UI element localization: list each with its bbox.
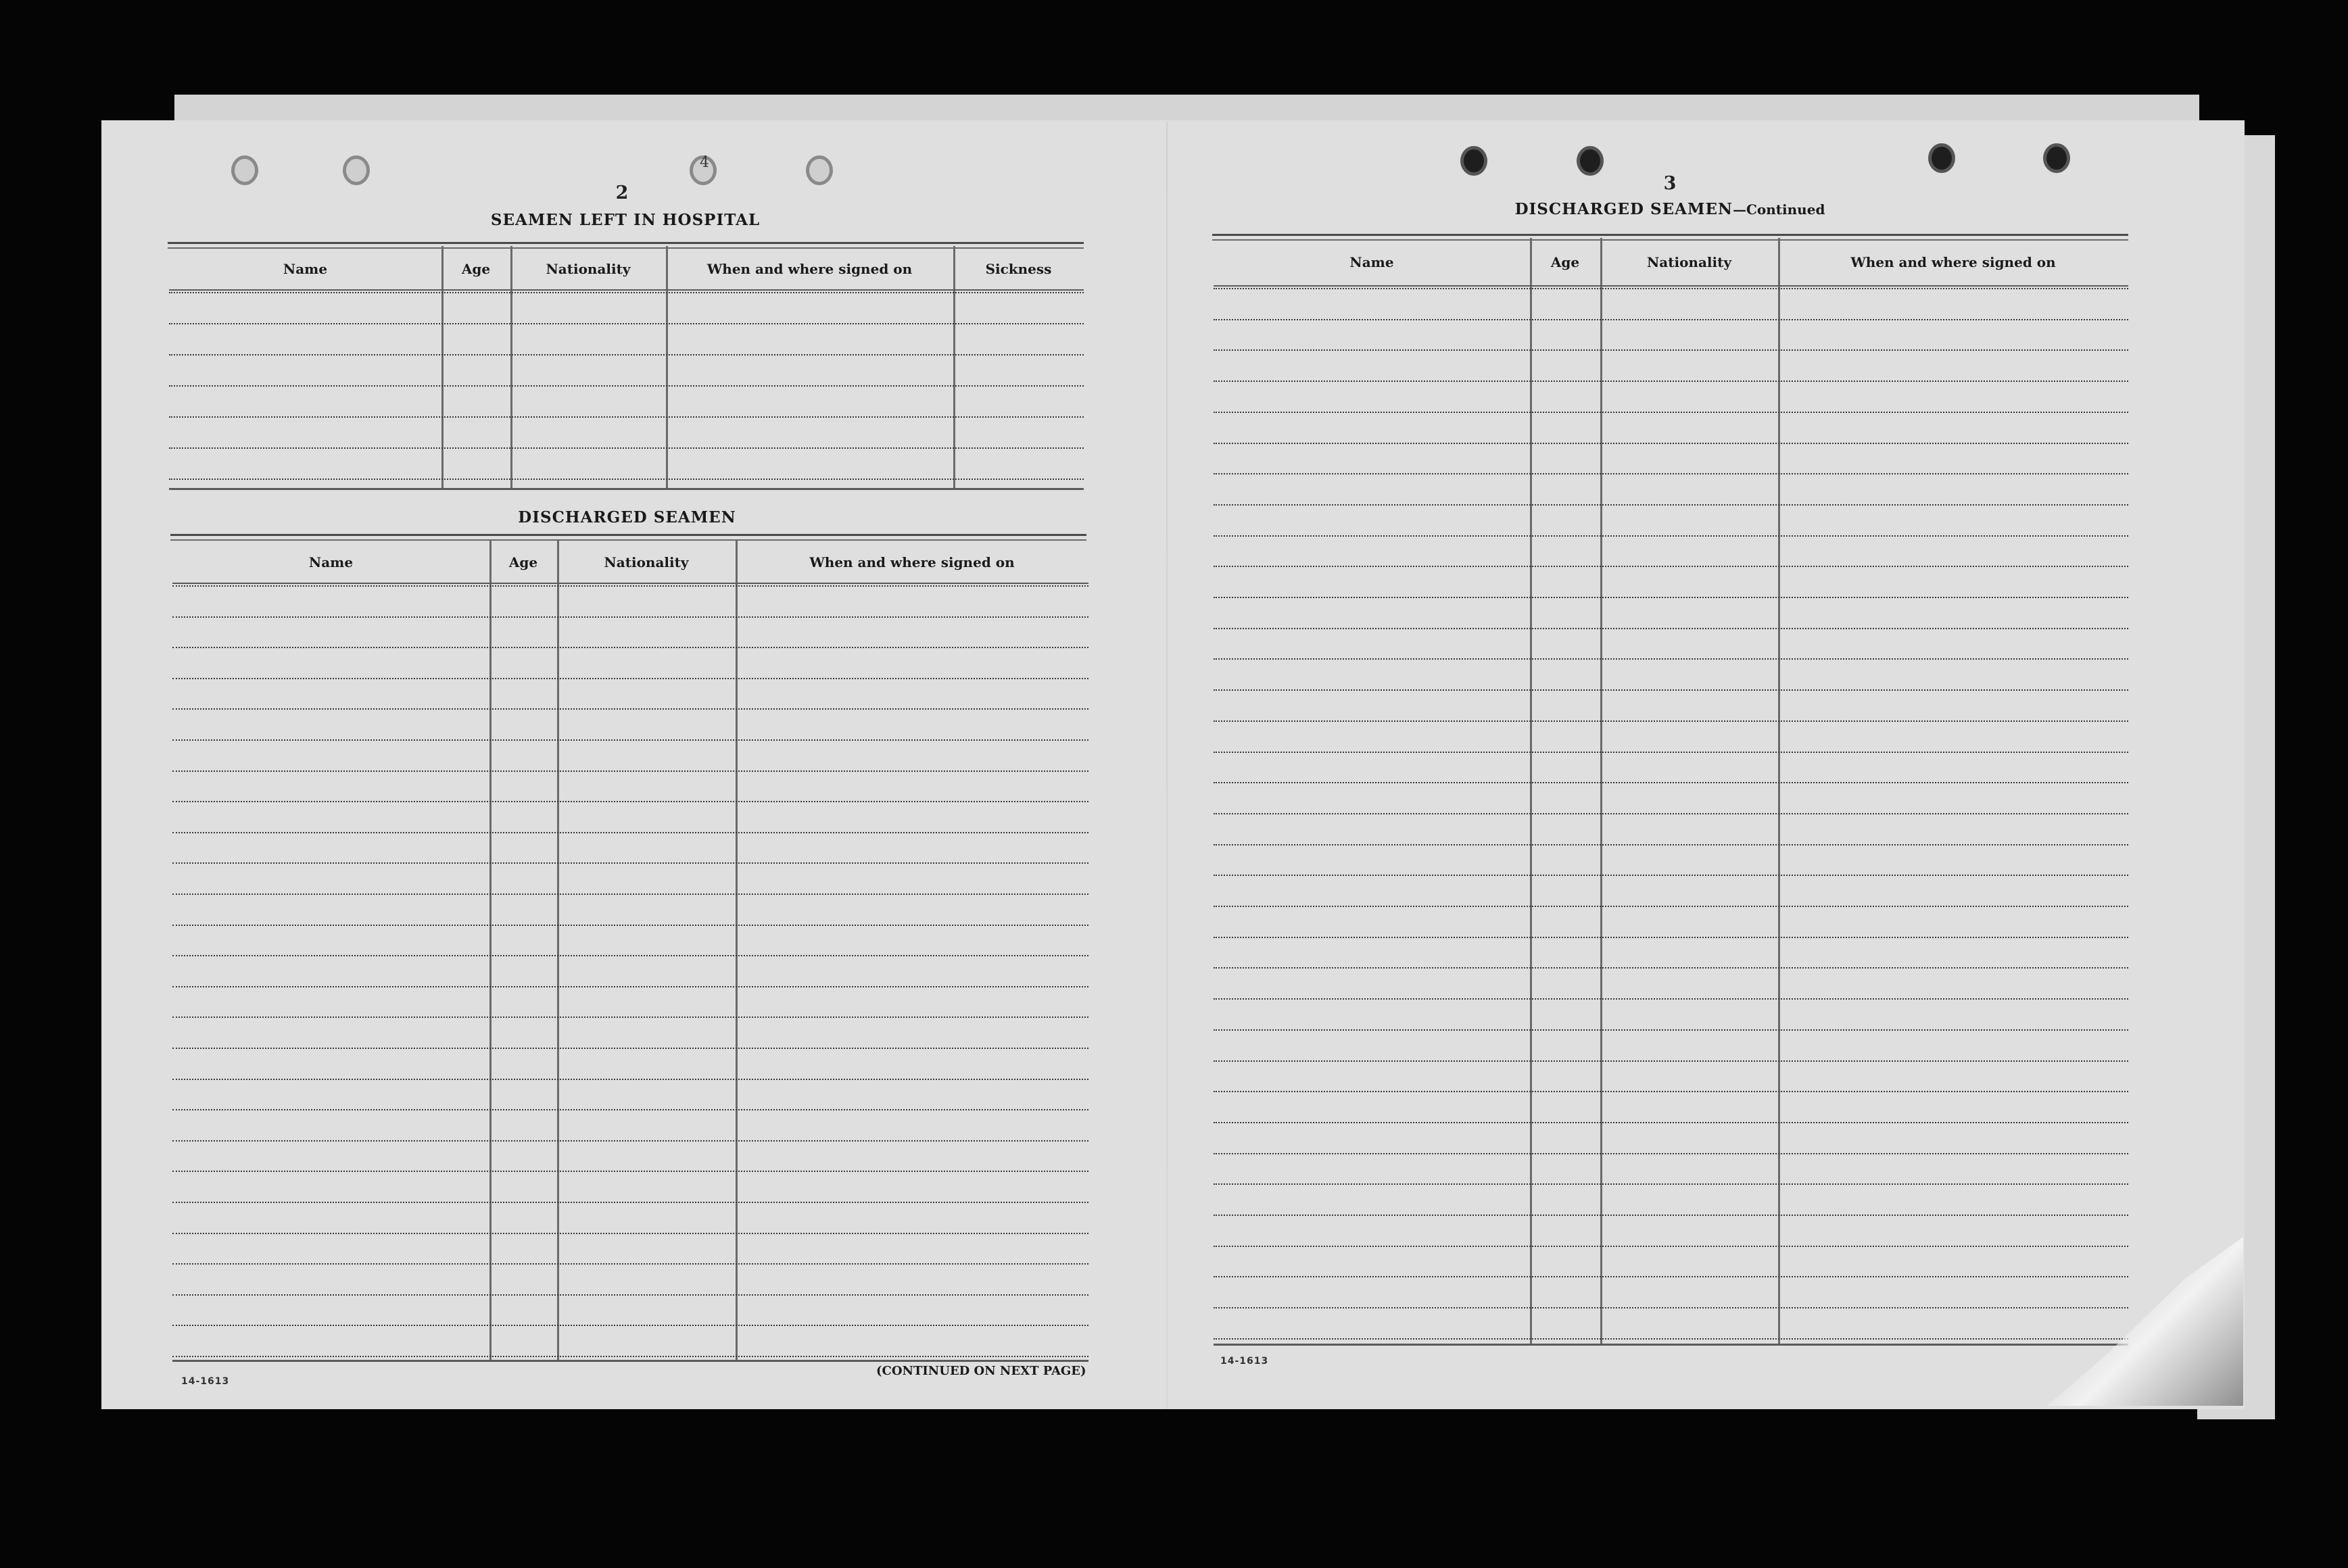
table-row: [1214, 689, 2128, 691]
column-divider: [510, 246, 512, 488]
discharged-section-title: DISCHARGED SEAMEN: [518, 508, 736, 526]
table-row: [1214, 906, 2128, 907]
table-row: [1214, 288, 2128, 289]
table-row: [1214, 319, 2128, 320]
binder-hole: [231, 155, 258, 185]
page-fold: [1166, 122, 1168, 1409]
column-divider: [1530, 238, 1532, 1344]
table-row: [172, 801, 1088, 802]
table-row: [1214, 844, 2128, 846]
column-divider: [557, 541, 559, 1360]
table-row: [1214, 1091, 2128, 1092]
table-row: [172, 1016, 1088, 1018]
column-divider: [736, 541, 738, 1360]
table-row: [1214, 504, 2128, 506]
table-row: [172, 986, 1088, 987]
table-row: [1214, 535, 2128, 537]
table-row: [1214, 473, 2128, 474]
table-row: [1214, 1060, 2128, 1062]
hospital-section-title: SEAMEN LEFT IN HOSPITAL: [490, 211, 761, 229]
table-row: [1214, 566, 2128, 567]
column-header-age: Age: [461, 261, 491, 277]
column-divider: [666, 246, 668, 488]
table-bottom-rule: [172, 1360, 1088, 1362]
binder-hole: [1577, 146, 1604, 176]
column-divider: [1600, 238, 1602, 1344]
right-form-number: 14-1613: [1220, 1356, 1269, 1367]
table-row: [1214, 1307, 2128, 1308]
table-row: [172, 1079, 1088, 1080]
table-row: [172, 1233, 1088, 1234]
column-header-when-and-where-signed-on: When and where signed on: [706, 261, 913, 277]
margin-mark: 4: [700, 154, 709, 171]
column-divider: [1778, 238, 1780, 1344]
header-rule: [169, 289, 1084, 291]
table-row: [172, 1263, 1088, 1265]
table-row: [1214, 1215, 2128, 1216]
table-row: [1214, 597, 2128, 598]
table-row: [169, 323, 1084, 324]
table-row: [1214, 1338, 2128, 1340]
table-row: [1214, 1122, 2128, 1123]
table-row: [172, 832, 1088, 833]
column-divider: [953, 246, 955, 488]
column-header-age: Age: [508, 554, 538, 570]
column-header-sickness: Sickness: [985, 261, 1052, 277]
table-row: [172, 770, 1088, 772]
table-row: [172, 1048, 1088, 1049]
table-row: [1214, 720, 2128, 722]
left-page-number: 2: [615, 182, 629, 203]
column-header-name: Name: [283, 261, 328, 277]
table-bottom-rule: [1214, 1344, 2128, 1346]
left-form-number: 14-1613: [181, 1376, 230, 1387]
table-row: [1214, 998, 2128, 1000]
table-row: [172, 925, 1088, 926]
table-row: [1214, 628, 2128, 629]
right-page-number: 3: [1663, 173, 1677, 194]
column-header-nationality: Nationality: [1647, 254, 1731, 270]
right-section-title-main: DISCHARGED SEAMEN: [1514, 200, 1733, 218]
table-row: [169, 385, 1084, 387]
table-row: [1214, 1153, 2128, 1154]
table-row: [169, 479, 1084, 480]
header-rule: [1214, 285, 2128, 287]
table-row: [172, 647, 1088, 648]
table-row: [169, 292, 1084, 293]
table-row: [172, 1109, 1088, 1110]
header-rule: [172, 583, 1088, 584]
column-divider: [489, 541, 492, 1360]
binder-hole: [343, 155, 370, 185]
table-row: [1214, 782, 2128, 783]
table-row: [172, 708, 1088, 710]
column-header-nationality: Nationality: [604, 554, 689, 570]
table-row: [1214, 443, 2128, 444]
table-row: [1214, 1276, 2128, 1277]
right-section-title-suffix: —Continued: [1733, 201, 1825, 218]
table-row: [1214, 1183, 2128, 1185]
table-row: [172, 739, 1088, 741]
column-header-name: Name: [308, 554, 354, 570]
table-row: [172, 1171, 1088, 1172]
table-row: [169, 447, 1084, 449]
table-row: [172, 678, 1088, 679]
continued-note: (CONTINUED ON NEXT PAGE): [876, 1364, 1086, 1378]
table-row: [172, 862, 1088, 864]
binder-hole: [1460, 146, 1487, 176]
hospital-top-rule: [168, 242, 1084, 249]
table-row: [1214, 381, 2128, 382]
table-row: [169, 416, 1084, 418]
table-row: [1214, 1246, 2128, 1247]
table-row: [1214, 349, 2128, 351]
discharged-top-rule: [170, 534, 1086, 541]
table-row: [1214, 412, 2128, 413]
table-row: [172, 893, 1088, 895]
table-row: [172, 585, 1088, 587]
column-header-age: Age: [1550, 254, 1580, 270]
right-section-title: [1214, 200, 2126, 218]
table-row: [1214, 875, 2128, 876]
table-row: [1214, 658, 2128, 660]
table-row: [172, 1202, 1088, 1203]
binder-hole: [806, 155, 833, 185]
table-row: [1214, 967, 2128, 969]
table-bottom-rule: [169, 488, 1084, 490]
column-header-nationality: Nationality: [546, 261, 631, 277]
table-row: [172, 1325, 1088, 1326]
column-header-name: Name: [1349, 254, 1394, 270]
binder-hole: [1928, 143, 1955, 173]
table-row: [1214, 1029, 2128, 1031]
table-row: [172, 1294, 1088, 1296]
table-row: [169, 354, 1084, 356]
table-row: [172, 955, 1088, 956]
table-row: [1214, 937, 2128, 938]
right-top-rule: [1212, 234, 2128, 241]
table-row: [172, 1356, 1088, 1357]
column-header-when-and-where-signed-on: When and where signed on: [1850, 254, 2056, 270]
table-row: [1214, 813, 2128, 814]
table-row: [172, 1140, 1088, 1142]
table-row: [1214, 752, 2128, 753]
column-header-when-and-where-signed-on: When and where signed on: [809, 554, 1015, 570]
column-divider: [441, 246, 444, 488]
table-row: [172, 616, 1088, 618]
binder-hole: [2043, 143, 2070, 173]
